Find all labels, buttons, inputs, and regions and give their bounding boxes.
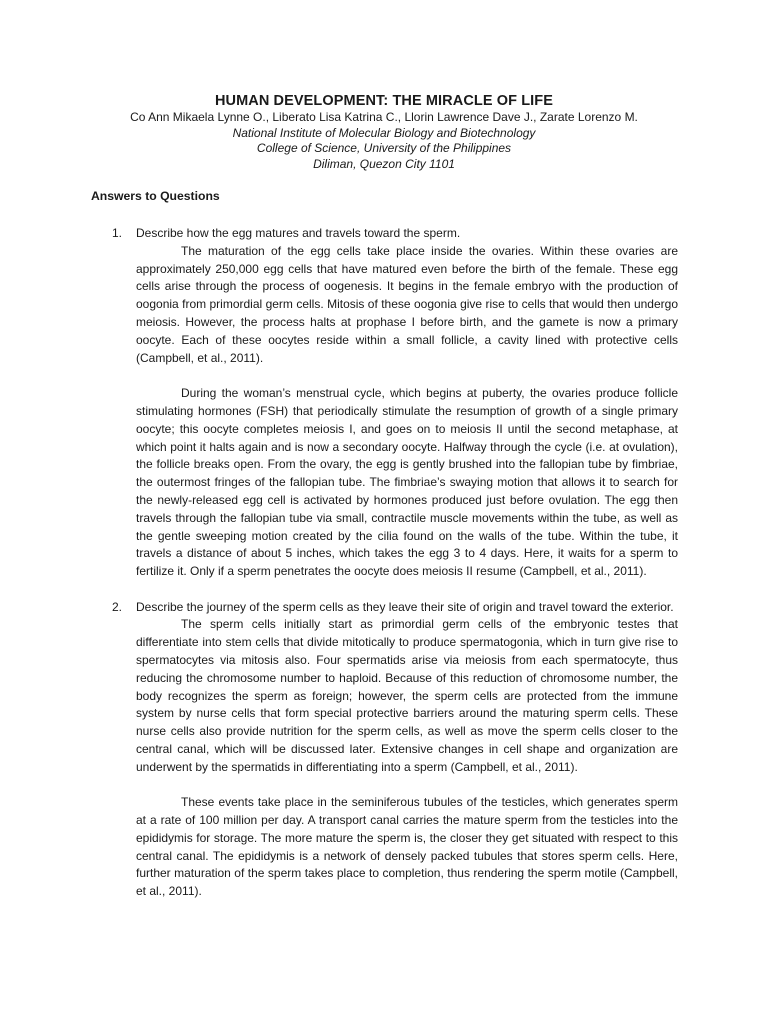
question-prompt: Describe the journey of the sperm cells as they leave their site of origin and travel toward the exterior.	[136, 599, 674, 614]
question-1	[112, 225, 678, 581]
document-title: HUMAN DEVELOPMENT: THE MIRACLE OF LIFE	[214, 93, 554, 109]
question-prompt: Describe how the egg matures and travels toward the sperm.	[136, 226, 461, 240]
affiliation-address: Diliman, Quezon City 1101	[313, 156, 455, 171]
question-number: 2.	[112, 599, 123, 614]
answer-paragraph: These events take place in the seminiferous tubules of the testicles, which generates sperm at a rate of 100 million per day. A transport canal carries the mature sperm from the testicles into the epididymis for storage. The more mature the sperm is, the closer they get situated with respect to this central canal. The epididymis is a network of densely packed tubules that stores sperm cells. Here, further maturation of the sperm takes place to completion, thus rendering the sperm motile (Campbell, et al., 2011).	[136, 795, 678, 899]
question-2	[112, 599, 678, 902]
author-list: Co Ann Mikaela Lynne O., Liberato Lisa Katrina C., Llorin Lawrence Dave J., Zarate Lorenzo M.	[130, 110, 638, 124]
document-header	[0, 93, 768, 172]
affiliation-institute: National Institute of Molecular Biology and Biotechnology	[232, 125, 536, 140]
section-heading: Answers to Questions	[91, 189, 220, 203]
affiliation-college: College of Science, University of the Philippines	[256, 141, 512, 155]
answer-paragraph: During the woman’s menstrual cycle, which begins at puberty, the ovaries produce follicle stimulating hormones (FSH) that periodically stimulate the resumption of growth of a single primary oocyte; this oocyte completes meiosis I, and goes on to meiosis II until the second metaphase, at which point it halts again and is now a secondary oocyte. Halfway through the cycle (i.e. at ovulation), the follicle breaks open. From the ovary, the egg is gently brushed into the fallopian tube by fimbriae, the outermost fringes of the fallopian tube. The fimbriae’s swaying motion that allows it to search for the newly-released egg cell is activated by hormones produced just before ovulation. The egg then travels through the fallopian tube via small, contractile muscle movements within the tube, as well as the gentle sweeping motion created by the cilia found on the walls of the tube. Within the tube, it travels a distance of about 5 inches, which takes the egg 3 to 4 days. Here, it waits for a sperm to fertilize it. Only if a sperm penetrates the oocyte does meiosis II resume (Campbell, et al., 2011).	[136, 386, 678, 579]
question-number: 1.	[112, 226, 123, 240]
question-list	[0, 225, 768, 901]
answer-paragraph: The sperm cells initially start as primordial germ cells of the embryonic testes that differentiate into stem cells that divide mitotically to produce spermatogonia, which in turn give rise to spermatocytes via mitosis also. Four spermatids arise via meiosis from each spermatocyte, thus reducing the chromosome number to haploid. Because of this reduction of chromosome number, the body recognizes the sperm as foreign; however, the sperm cells are protected from the immune system by nurse cells that form special protective barriers around the maturing sperm cells. These nurse cells also provide nutrition for the sperm cells, as well as move the sperm cells closer to the central canal, which will be discussed later. Extensive changes in cell shape and organization are underwent by the spermatids in differentiating into a sperm (Campbell, et al., 2011).	[136, 617, 678, 774]
answer-paragraph: The maturation of the egg cells take place inside the ovaries. Within these ovaries are approximately 250,000 egg cells that have matured even before the birth of the female. These egg cells arise through the process of oogenesis. It begins in the female embryo with the production of oogonia from primordial germ cells. Mitosis of these oogonia give rise to cells that would then undergo meiosis. However, the process halts at prophase I before birth, and the gamete is now a primary oocyte. Each of these oocytes reside within a small follicle, a cavity lined with protective cells (Campbell, et al., 2011).	[136, 243, 678, 365]
